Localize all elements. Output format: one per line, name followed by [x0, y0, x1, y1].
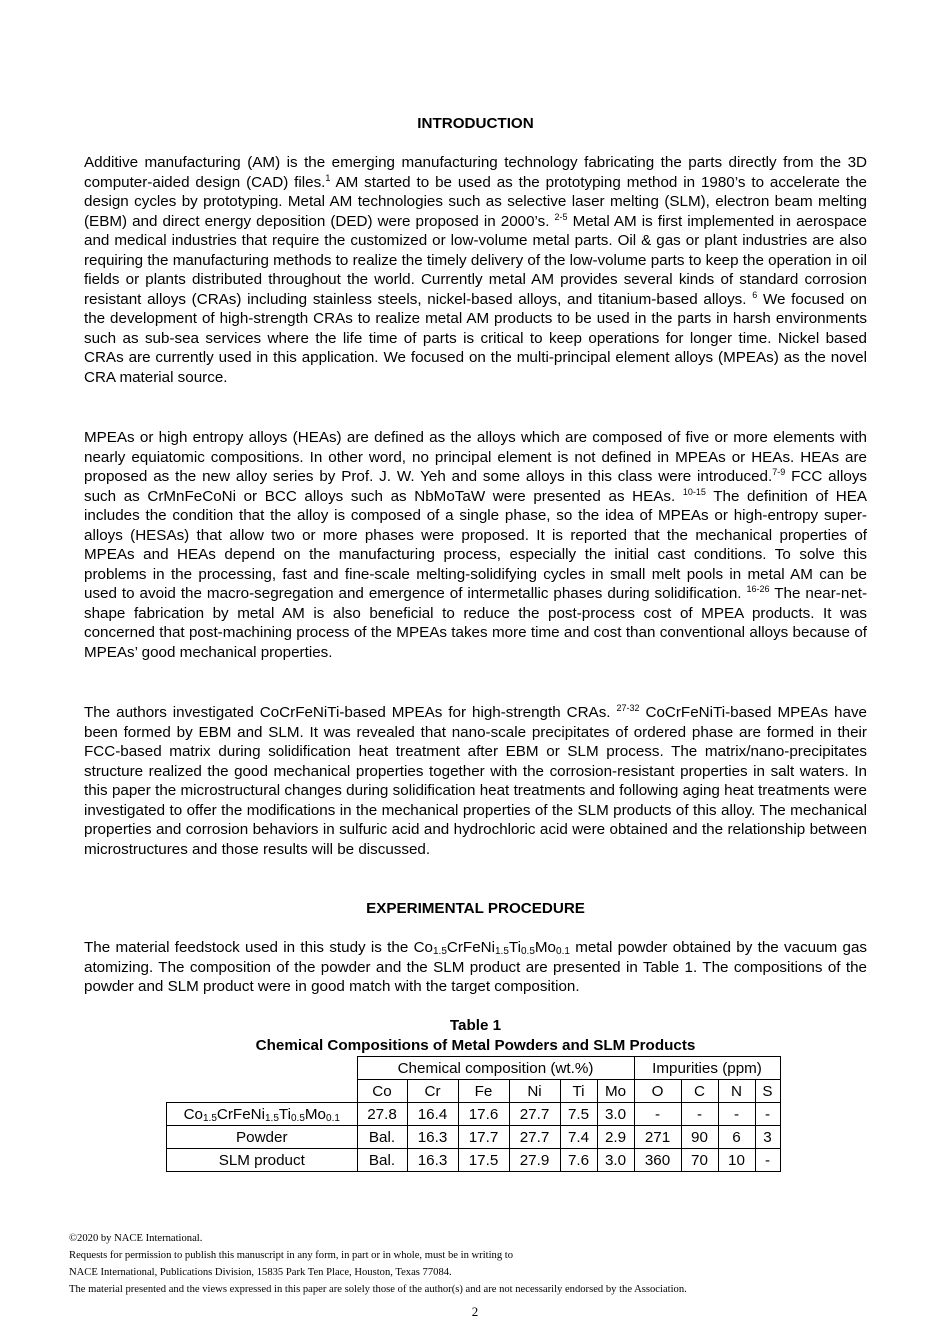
table-row — [167, 1126, 781, 1149]
table-cell: 6 — [718, 1126, 755, 1149]
col-header-ni: Ni — [509, 1080, 560, 1103]
intro-paragraph-3 — [84, 703, 867, 859]
col-header-cr: Cr — [407, 1080, 458, 1103]
footer-address: NACE International, Publications Division, 15835 Park Ten Place, Houston, Texas 77084. — [69, 1267, 452, 1278]
experimental-paragraph — [84, 938, 867, 997]
table-cell: 3 — [755, 1126, 780, 1149]
p2-text-d: The near-net-shape fabrication by metal AM is also beneficial to reduce the post-process cost of MPEA products. It was concerned that post-machining process of the MPEAs takes more time and cost than conventional alloys because of MPEAs’ good mechanical properties. — [84, 585, 867, 662]
row-label-powder: Powder — [167, 1126, 358, 1149]
table-cell: 7.6 — [560, 1149, 597, 1172]
table-cell: - — [681, 1103, 718, 1126]
table-cell: 17.7 — [458, 1126, 509, 1149]
table-cell: 3.0 — [597, 1149, 634, 1172]
footer-permission: Requests for permission to publish this manuscript in any form, in part or in whole, must be in writing to — [69, 1250, 514, 1261]
table-cell: 90 — [681, 1126, 718, 1149]
citation-2-5: 2-5 — [554, 211, 568, 222]
p3-text-a: The authors investigated CoCrFeNiTi-based MPEAs for high-strength CRAs. — [84, 704, 611, 721]
table-cell: 16.4 — [407, 1103, 458, 1126]
p1-text-b: AM started to be used as the prototyping method in 1980’s to accelerate the design cycles by prototyping. Metal AM technologies such as selective laser melting (SLM), electron beam melting (EBM) and direct energy deposition (DED) were proposed in 2000’s. — [84, 173, 868, 230]
col-header-o: O — [634, 1080, 681, 1103]
table-title: Chemical Compositions of Metal Powders and SLM Products — [255, 1037, 696, 1054]
citation-1: 1 — [325, 172, 331, 183]
table-cell: 10 — [718, 1149, 755, 1172]
table-cell: - — [634, 1103, 681, 1126]
alloy-formula-inline: $Co_{1.5}CrFeNi_{1.5}Ti_{0.5}Mo_{0.1}$ — [413, 939, 570, 957]
composition-table — [166, 1056, 781, 1172]
p1-text-c: Metal AM is first implemented in aerospace and medical industries that require the customized or low-volume metal parts. Oil & gas or plant industries are also requiring the manufacturing methods to realize the timely delivery of the low-volume parts to keep the operation in oil fields or plants distributed throughout the world. Currently metal AM provides several kinds of standard corrosion resistant alloys (CRAs) including stainless steels, nickel-based alloys, and titanium-based alloys. — [84, 212, 867, 308]
citation-16-26: 16-26 — [746, 584, 770, 595]
table-cell: 7.4 — [560, 1126, 597, 1149]
table-cell: 16.3 — [407, 1149, 458, 1172]
intro-paragraph-1 — [84, 153, 867, 388]
table-cell: 271 — [634, 1126, 681, 1149]
citation-10-15: 10-15 — [682, 486, 706, 497]
col-header-ti: Ti — [560, 1080, 597, 1103]
row-label-target-alloy: $Co_{1.5}CrFeNi_{1.5}Ti_{0.5}Mo_{0.1}$ — [167, 1103, 358, 1126]
footer-disclaimer: The material presented and the views expressed in this paper are solely those of the author(s) and are not necessarily endorsed by the Association. — [69, 1284, 687, 1295]
col-header-mo: Mo — [597, 1080, 634, 1103]
p4-text-b: metal powder obtained by the vacuum gas atomizing. The composition of the powder and the SLM product are presented in Table 1. The compositions of the powder and SLM product were in good match with the target composition. — [84, 939, 867, 996]
table-cell: 16.3 — [407, 1126, 458, 1149]
table-cell: 27.9 — [509, 1149, 560, 1172]
table-cell: 17.5 — [458, 1149, 509, 1172]
table-cell: 360 — [634, 1149, 681, 1172]
table-cell: - — [755, 1149, 780, 1172]
page-number: 2 — [471, 1304, 479, 1319]
table-cell: Bal. — [357, 1126, 407, 1149]
p2-text-b: FCC alloys such as CrMnFeCoNi or BCC alloys such as NbMoTaW were presented as HEAs. — [84, 468, 868, 505]
table-row — [167, 1103, 781, 1126]
intro-paragraph-2 — [84, 428, 867, 663]
p2-text-a: MPEAs or high entropy alloys (HEAs) are defined as the alloys which are composed of five or more elements with nearly equiatomic compositions. In other word, no principal element is not defined in MPEAs or HEAs. HEAs are proposed as the new alloy series by Prof. J. W. Yeh and some alloys in this class were introduced. — [84, 429, 867, 486]
table-cell: 70 — [681, 1149, 718, 1172]
p1-text-d: We focused on the development of high-strength CRAs to realize metal AM products to be used in the parts in harsh environments such as sub-sea services where the life time of parts is critical to keep operations for longer time. Nickel based CRAs are currently used in this application. We focused on the multi-principal element alloys (MPEAs) as the novel CRA material source. — [84, 290, 867, 387]
table-cell: 2.9 — [597, 1126, 634, 1149]
table-label: Table 1 — [449, 1017, 502, 1034]
col-header-c: C — [681, 1080, 718, 1103]
footer-copyright: ©2020 by NACE International. — [69, 1233, 203, 1244]
table-cell: Bal. — [357, 1149, 407, 1172]
table-cell: 3.0 — [597, 1103, 634, 1126]
table-cell: 17.6 — [458, 1103, 509, 1126]
citation-7-9: 7-9 — [772, 467, 786, 478]
experimental-heading: EXPERIMENTAL PROCEDURE — [366, 900, 585, 917]
copyright-footer — [69, 1230, 889, 1298]
table-row — [167, 1149, 781, 1172]
table-corner-cell — [167, 1057, 358, 1103]
table-cell: 7.5 — [560, 1103, 597, 1126]
p2-text-c: The definition of HEA includes the condition that the alloy is composed of a single phase, so the idea of MPEAs or high-entropy super-alloys (HESAs) that allow two or more phases were proposed. It is reported that the mechanical properties of MPEAs and HEAs depend on the manufacturing process, especially the initial cast conditions. To solve this problems in the processing, fast and fine-scale melting-solidifying cycles in small melt pools in metal AM can be used to avoid the macro-segregation and emergence of intermetallic phases during solidification. — [84, 487, 867, 603]
group-header-chemical: Chemical composition (wt.%) — [357, 1057, 634, 1080]
table-cell: 27.8 — [357, 1103, 407, 1126]
group-header-impurities: Impurities (ppm) — [634, 1057, 780, 1080]
row-label-slm-product: SLM product — [167, 1149, 358, 1172]
col-header-co: Co — [357, 1080, 407, 1103]
introduction-heading: INTRODUCTION — [417, 115, 534, 132]
table-group-header-row — [167, 1057, 781, 1080]
table-cell: 27.7 — [509, 1126, 560, 1149]
col-header-n: N — [718, 1080, 755, 1103]
col-header-fe: Fe — [458, 1080, 509, 1103]
col-header-s: S — [755, 1080, 780, 1103]
citation-6: 6 — [752, 289, 758, 300]
p4-text-a: The material feedstock used in this study is the — [84, 939, 414, 956]
citation-27-32: 27-32 — [616, 703, 640, 713]
p3-text-b: CoCrFeNiTi-based MPEAs have been formed by EBM and SLM. It was revealed that nano-scale precipitates of ordered phase are formed in their FCC-based matrix during solidification heat treatment after EBM or SLM process. The matrix/nano-precipitates structure realized the good mechanical properties together with the corrosion-resistant properties in salt waters. In this paper the microstructural changes during solidification heat treatments and following aging heat treatments were investigated to offer the modifications in the mechanical properties of the SLM products of this alloy. The mechanical properties and corrosion behaviors in sulfuric acid and hydrochloric acid were obtained and the relationship between microstructures and those results will be discussed. — [84, 704, 867, 858]
table-cell: - — [755, 1103, 780, 1126]
table-cell: 27.7 — [509, 1103, 560, 1126]
p1-text-a: Additive manufacturing (AM) is the emerging manufacturing technology fabricating the parts directly from the 3D computer-aided design (CAD) files. — [84, 154, 867, 191]
table-cell: - — [718, 1103, 755, 1126]
